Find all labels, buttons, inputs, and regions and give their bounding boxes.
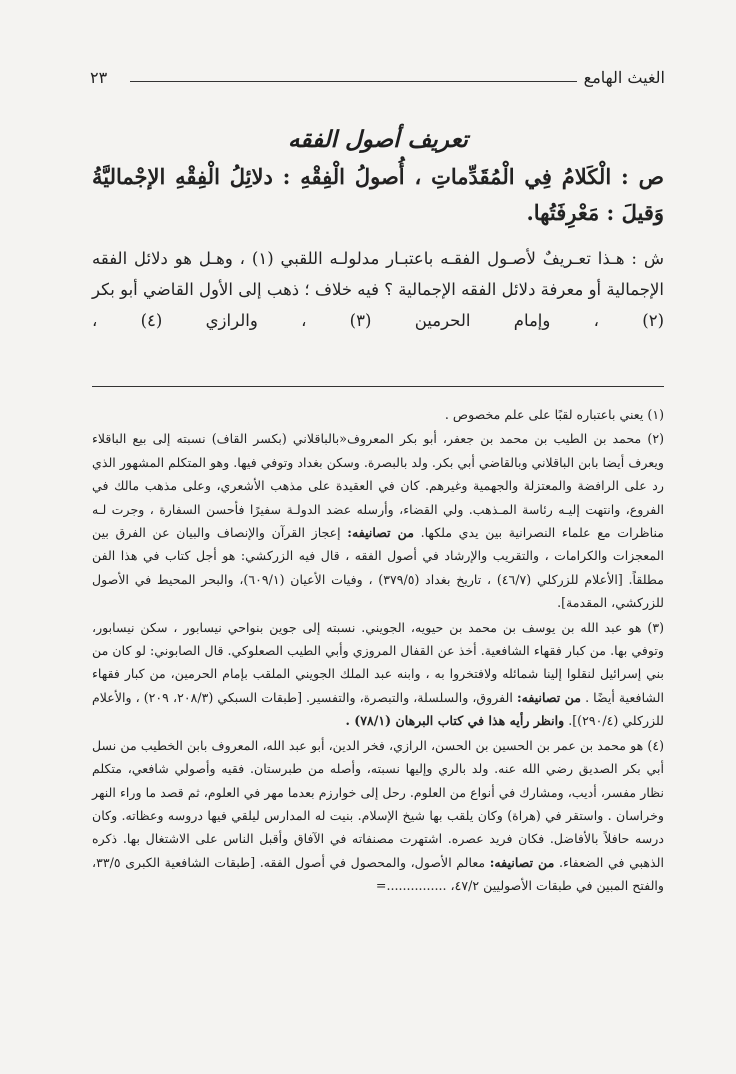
footnote-3-works-label: من تصانيفه:: [516, 689, 582, 705]
footnote-4-works-label: من تصانيفه:: [489, 854, 555, 870]
footnote-4-text-a: (٤) هو محمد بن عمر بن الحسين بن الحسن، الرازي، فخر الدين، أبو عبد الله، المعروف بابن الخطيب من نسل أبي بكر الصديق رضي الله عنه. ولد بالري وإليها نسبته، وأصله من طبرستان. فقيه وأصولي شافعي، متكلم نظار مفسر، أديب، ومشارك في أنواع من العلوم. رحل إلى خوارزم بعدما مهر في العلوم، ثم قصد ما وراء النهر وخراسان . واستقر في (هراة) وكان يلقب بها شيخ الإسلام. بنيت له المدارس ليلقي فيها دروسه وعظاته. وكان درسه حافلاً بالأفاضل. فكان فريد عصره. اشتهرت مصنفاته في الآفاق وأقبل الناس على الاشتغال بها. ذكره الذهبي في الضعفاء.: [92, 737, 664, 870]
running-title: الغيث الهامع: [583, 68, 665, 87]
header-rule: [130, 81, 577, 82]
footnotes: [92, 403, 664, 898]
matn-text: ص : الْكَلامُ فِي الْمُقَدِّماتِ ، أُصولُ الْفِقْهِ : دلائِلُ الْفِقْهِ الإجْماليَّةُ وَقيلَ : مَعْرِفَتُها.: [92, 164, 664, 225]
footnote-1-text: (١) يعني باعتباره لقبًا على علم مخصوص .: [444, 407, 664, 422]
section-title: تعريف أصول الفقه: [288, 126, 468, 153]
footnote-2-text-b: إعجاز القرآن والإنصاف والبيان عن الفرق بين المعجزات والكرامات ، والتقريب والإرشاد في أصول الفقه ، قال فيه الزركشي: هو أجل كتاب في هذا الفن مطلقاً. [الأعلام للزركلي (٤٦/٧) ، تاريخ بغداد (٣٧٩/٥) ، وفيات الأعيان (٦٠٩/١)، والبحر المحيط في الأصول للزركشي، المقدمة].: [92, 525, 665, 611]
footnote-4: [92, 734, 664, 898]
running-header: [90, 68, 665, 94]
commentary-text: ش : هـذا تعـريفٌ لأصـول الفقـه باعتبـار مدلولـه اللقبي (١) ، وهـل هو دلائل الفقه الإجمالية أو معرفة دلائل الفقه الإجمالية ؟ فيه خلاف ؛ ذهب إلى الأول القاضي أبو بكر (٢) ، وإمام الحرمين (٣) ، والرازي (٤) ،: [92, 249, 664, 330]
footnote-2: [92, 427, 664, 614]
footnote-3: [92, 616, 664, 733]
footnote-3-see-also: وانظر رأيه هذا في كتاب البرهان (٧٨/١) .: [345, 713, 565, 729]
footnote-4-text-b: معالم الأصول، والمحصول في أصول الفقه. [طبقات الشافعية الكبرى ٣٣/٥، والفتح المبين في طبقات الأصوليين ٤٧/٢، ...............=: [92, 854, 664, 894]
footnote-3-text-a: (٣) هو عبد الله بن يوسف بن محمد بن حيويه، الجويني. نسبته إلى جوين بنواحي نيسابور ، سكن نيسابور، وتوفي بها. من كبار فقهاء الشافعية. أخذ عن القفال المروزي وأبي الطيب الصعلوكي. قال الصابوني: لو كان من بني إسرائيل لنقلوا إلينا شمائله ولافتخروا به ، وابنه عبد الملك الجويني الملقب بإمام الحرمين، من كبار فقهاء الشافعية أيضًا .: [92, 619, 664, 705]
main-text: [92, 126, 664, 336]
page-number: ٢٣: [90, 68, 108, 87]
footnote-2-text-a: (٢) محمد بن الطيب بن محمد بن جعفر، أبو بكر المعروف«بالباقلاني (بكسر القاف) نسبته إلى بيع الباقلاء ويعرف أيضا بابن الباقلاني وبالقاضي أبي بكر. ولد بالبصرة. وسكن بغداد وتوفي فيها. وهو المتكلم المشهور الذي رد على الرافضة والمعتزلة والجهمية وغيرهم. كان في العقيدة على مذهب الأشعري، وعلى مذهب مالك في الفروع، وانتهت إليـه رئاسة المـذهب. ولي القضاء، وأرسله عضد الدولـة سفيرًا فأحسن السفارة ، وجرت لـه مناظرات مع علماء النصرانية بين يدي ملكها.: [92, 431, 664, 541]
footnote-3-text-b: الفروق، والسلسلة، والتبصرة، والتفسير. [طبقات السبكي (٢٠٨/٣، ٢٠٩) ، والأعلام للزركلي (٢٩٠/٤)].: [92, 689, 664, 729]
footnote-1: [92, 403, 664, 426]
footnote-2-works-label: من تصانيفه:: [347, 525, 414, 541]
footnote-separator: [92, 386, 664, 387]
